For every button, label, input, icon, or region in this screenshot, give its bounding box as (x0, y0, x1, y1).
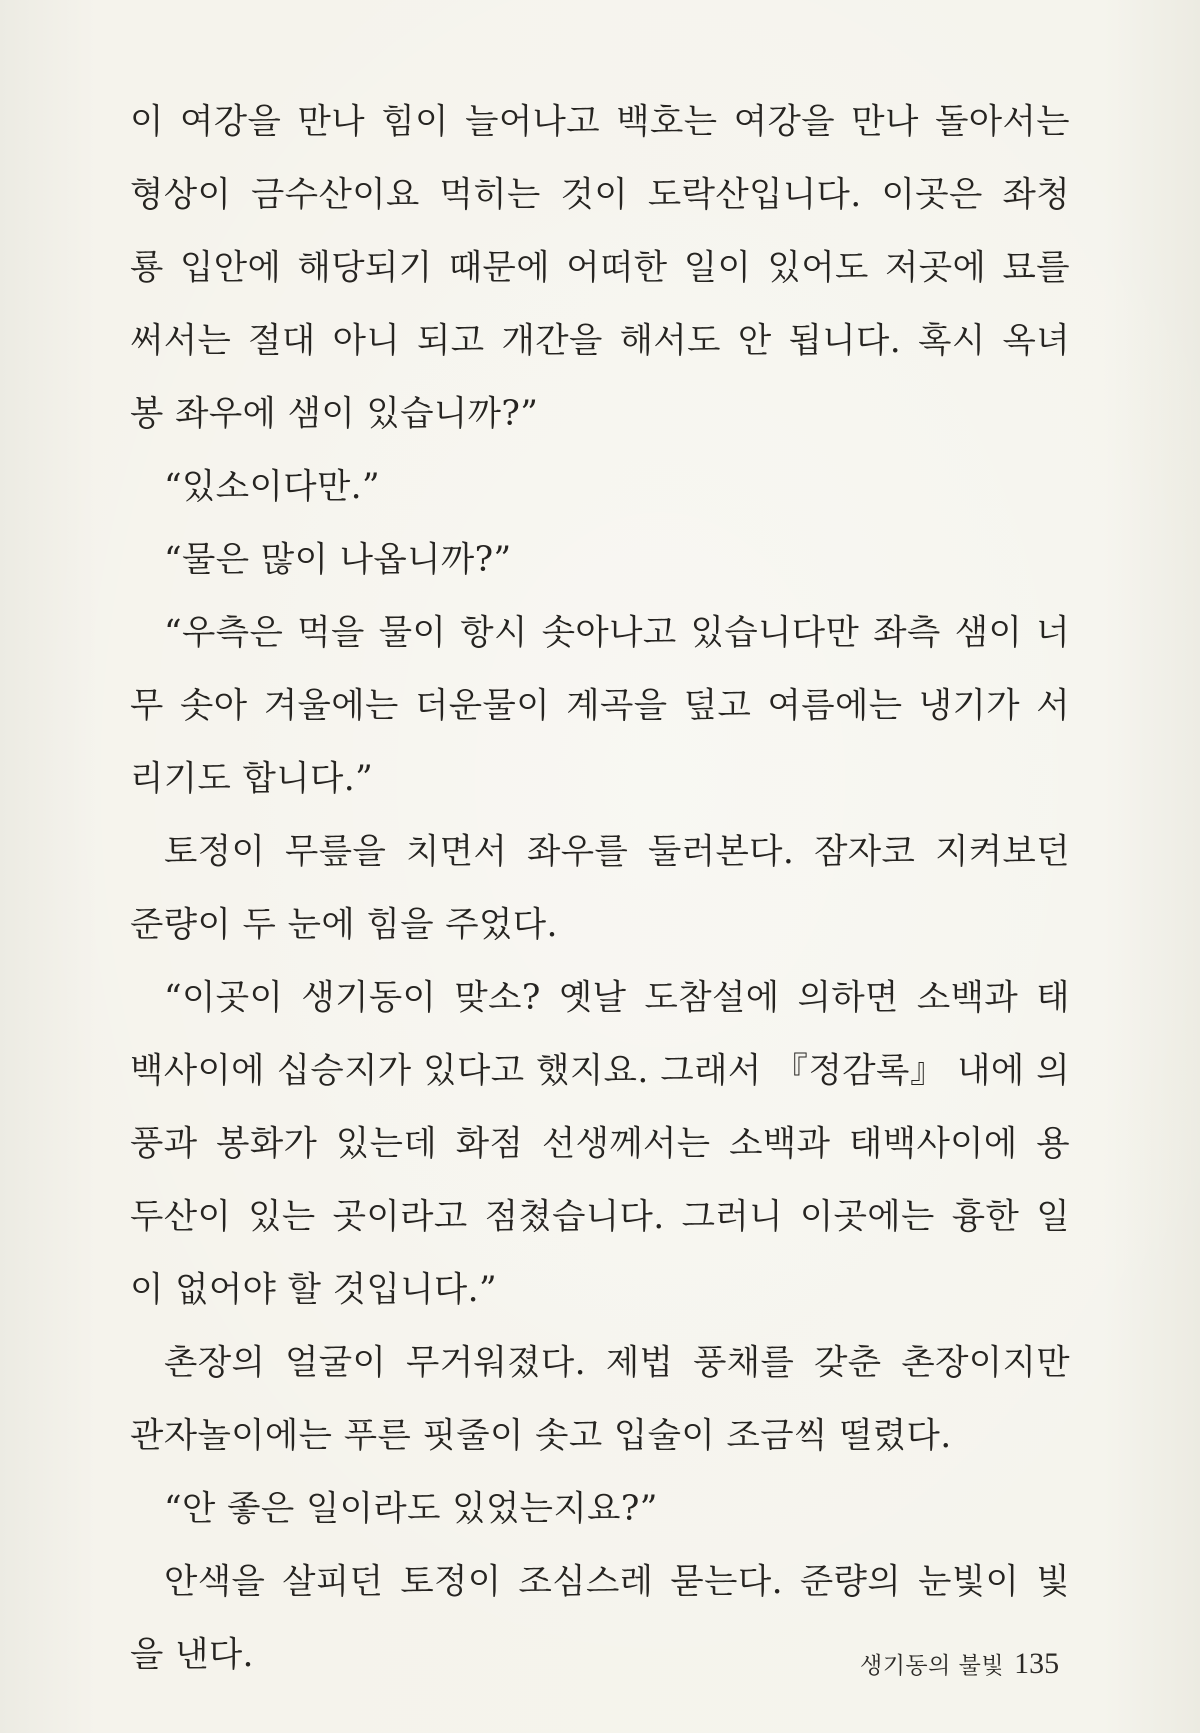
text-line: 안색을 살피던 토정이 조심스레 묻는다. 준량의 눈빛이 빛 (164, 1562, 1070, 1602)
text-line: 토정이 무릎을 치면서 좌우를 둘러본다. 잠자코 지켜보던 (164, 832, 1070, 872)
text-line: 두산이 있는 곳이라고 점쳤습니다. 그러니 이곳에는 흉한 일 (130, 1197, 1070, 1237)
text-line: “안 좋은 일이라도 있었는지요?” (164, 1489, 658, 1529)
page-number: 135 (1014, 1647, 1060, 1680)
body-text (130, 86, 1070, 1692)
text-line: 관자놀이에는 푸른 핏줄이 솟고 입술이 조금씩 떨렸다. (130, 1416, 952, 1456)
text-line: 풍과 봉화가 있는데 화점 선생께서는 소백과 태백사이에 용 (130, 1124, 1070, 1164)
text-line: 이 여강을 만나 힘이 늘어나고 백호는 여강을 만나 돌아서는 (130, 102, 1070, 142)
text-line: 이 없어야 할 것입니다.” (130, 1270, 498, 1310)
text-line: 백사이에 십승지가 있다고 했지요. 그래서 『정감록』 내에 의 (130, 1051, 1070, 1091)
text-line: 준량이 두 눈에 힘을 주었다. (130, 905, 558, 945)
text-line: 형상이 금수산이요 먹히는 것이 도락산입니다. 이곳은 좌청 (130, 175, 1070, 215)
text-line: 써서는 절대 아니 되고 개간을 해서도 안 됩니다. 혹시 옥녀 (130, 321, 1070, 361)
running-title: 생기동의 불빛 (860, 1653, 1005, 1679)
text-line: 리기도 합니다.” (130, 759, 374, 799)
text-line: “있소이다만.” (164, 467, 381, 507)
text-line: “우측은 먹을 물이 항시 솟아나고 있습니다만 좌측 샘이 너 (164, 613, 1070, 653)
text-line: “물은 많이 나옵니까?” (164, 540, 512, 580)
text-line: 을 낸다. (130, 1635, 254, 1675)
text-line: 촌장의 얼굴이 무거워졌다. 제법 풍채를 갖춘 촌장이지만 (164, 1343, 1070, 1383)
text-line: “이곳이 생기동이 맞소? 옛날 도참설에 의하면 소백과 태 (164, 978, 1070, 1018)
text-line: 무 솟아 겨울에는 더운물이 계곡을 덮고 여름에는 냉기가 서 (130, 686, 1070, 726)
text-line: 봉 좌우에 샘이 있습니까?” (130, 394, 539, 434)
page-footer (860, 1644, 1059, 1684)
text-line: 룡 입안에 해당되기 때문에 어떠한 일이 있어도 저곳에 묘를 (130, 248, 1070, 288)
